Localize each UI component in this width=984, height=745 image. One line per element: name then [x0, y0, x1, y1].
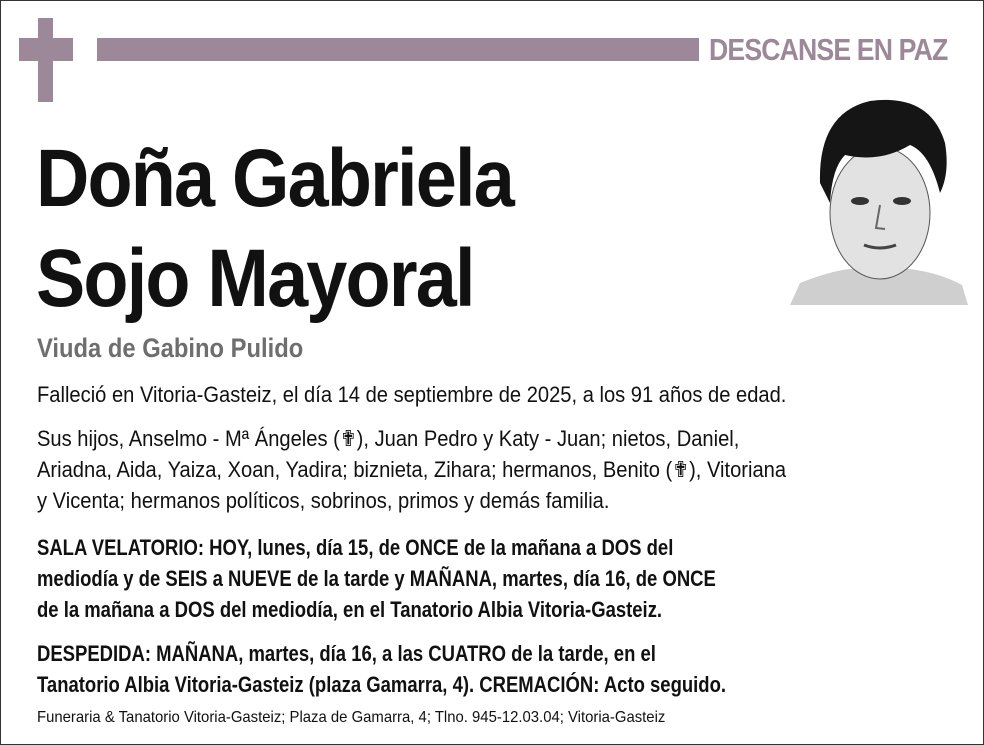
text-line: y Vicenta; hermanos políticos, sobrinos, primos y demás familia. — [37, 488, 610, 513]
header-bar — [97, 38, 699, 61]
text-line: Ariadna, Aida, Yaiza, Xoan, Yadira; biznieta, Zihara; hermanos, Benito (✟), Vitoriana — [37, 457, 787, 482]
text-line: Sus hijos, Anselmo - Mª Ángeles (✟), Juan Pedro y Katy - Juan; nietos, Daniel, — [37, 426, 740, 451]
portrait-photo — [790, 93, 968, 305]
death-paragraph — [37, 379, 786, 410]
subtitle: Viuda de Gabino Pulido — [37, 333, 304, 363]
name-line-2: Sojo Mayoral — [36, 233, 474, 324]
funeral-home-footer: Funeraria & Tanatorio Vitoria-Gasteiz; Plaza de Gamarra, 4; Tlno. 945-12.03.04; Vitoria-Gasteiz — [37, 709, 666, 726]
header-label: DESCANSE EN PAZ — [709, 32, 948, 67]
text-line: mediodía y de SEIS a NUEVE de la tarde y MAÑANA, martes, día 16, de ONCE — [37, 566, 716, 591]
text-line: Tanatorio Albia Vitoria-Gasteiz (plaza Gamarra, 4). CREMACIÓN: Acto seguido. — [37, 672, 727, 697]
text-line: Falleció en Vitoria-Gasteiz, el día 14 de septiembre de 2025, a los 91 años de edad. — [37, 382, 787, 407]
farewell-paragraph — [37, 638, 726, 700]
name-line-1: Doña Gabriela — [36, 133, 513, 224]
text-line: DESPEDIDA: MAÑANA, martes, día 16, a las CUATRO de la tarde, en el — [37, 641, 656, 666]
text-line: de la mañana a DOS del mediodía, en el Tanatorio Albia Vitoria-Gasteiz. — [37, 597, 663, 622]
family-paragraph — [37, 423, 786, 516]
wake-paragraph — [37, 532, 716, 625]
text-line: SALA VELATORIO: HOY, lunes, día 15, de ONCE de la mañana a DOS del — [37, 535, 674, 560]
